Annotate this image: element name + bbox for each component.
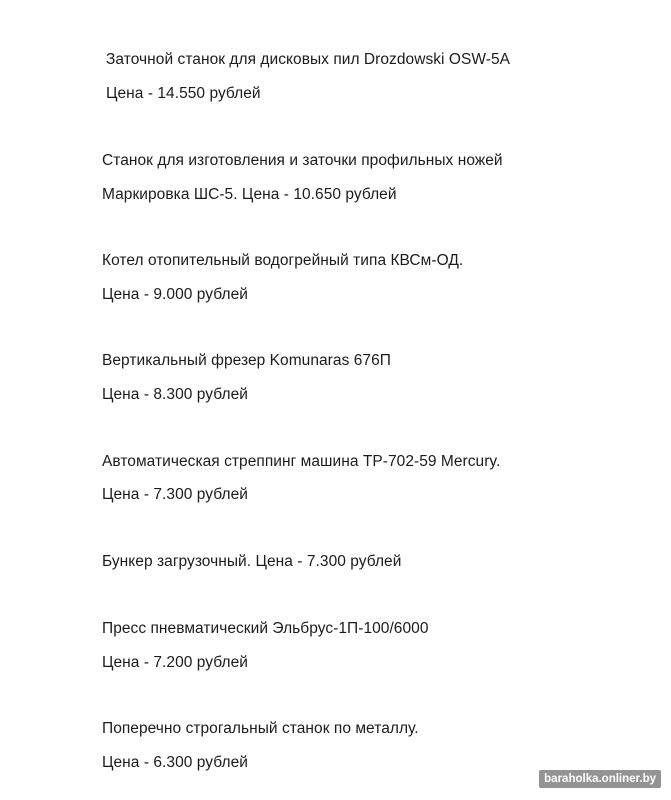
listing-price: Цена - 6.300 рублей [102,754,248,771]
listing-title: Заточной станок для дисковых пил Drozdowski OSW-5A [106,51,511,68]
listing-title: Поперечно строгальный станок по металлу. [102,720,419,737]
listing-price: Цена - 8.300 рублей [102,386,248,403]
listing-title: Пресс пневматический Эльбрус-1П-100/6000 [102,620,429,637]
listing-title: Вертикальный фрезер Komunaras 676П [102,352,391,369]
listing-title: Бункер загрузочный. Цена - 7.300 рублей [102,553,402,570]
listing-title: Станок для изготовления и заточки профильных ножей [102,152,503,169]
listing-title: Автоматическая стреппинг машина TP-702-59 Mercury. [102,453,501,470]
watermark: baraholka.onliner.by [539,770,661,788]
listing-price: Цена - 9.000 рублей [102,286,248,303]
listing-price: Цена - 7.300 рублей [102,486,248,503]
listing-price: Маркировка ШС-5. Цена - 10.650 рублей [102,186,397,203]
listing-title: Котел отопительный водогрейный типа КВСм-ОД. [102,252,464,269]
listing-price: Цена - 7.200 рублей [102,654,248,671]
listing-price: Цена - 14.550 рублей [106,85,261,102]
